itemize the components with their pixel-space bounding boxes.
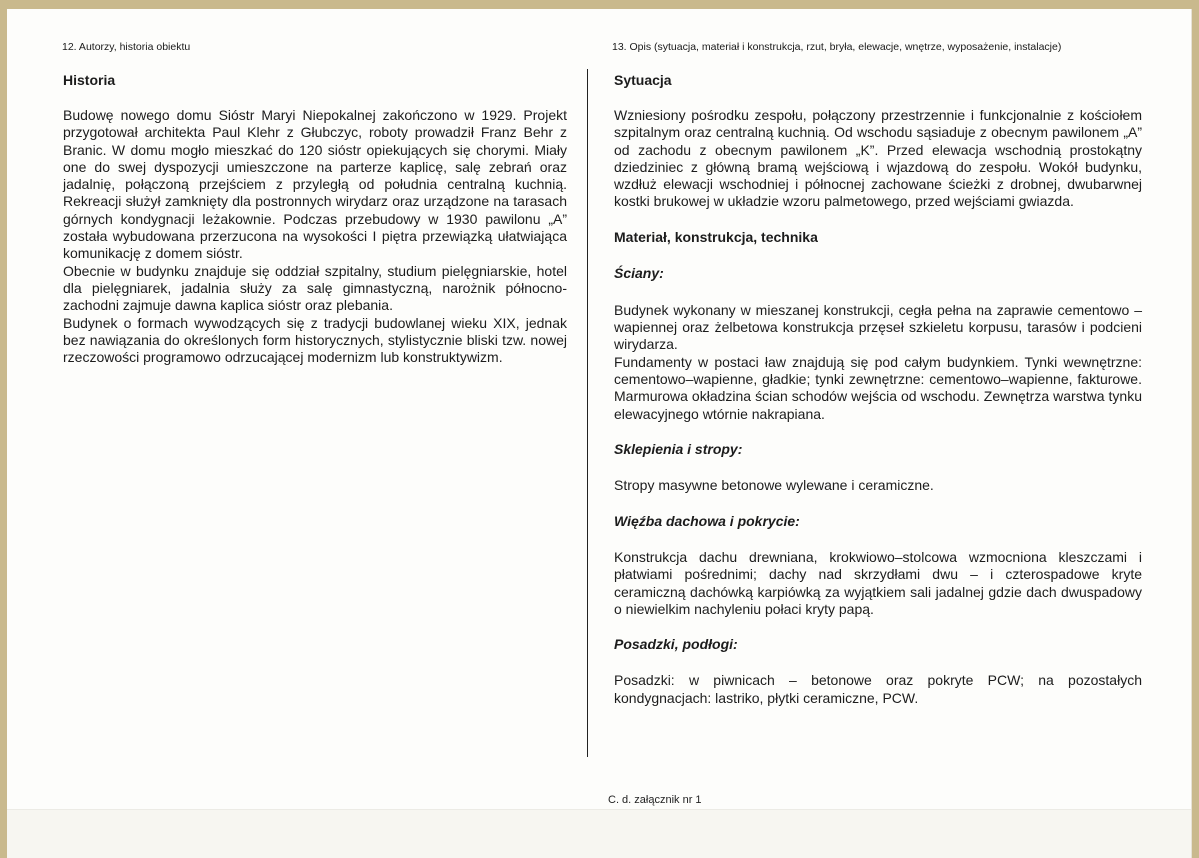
history-paragraph-2: Obecnie w budynku znajduje się oddział szpitalny, studium pielęgniarskie, hotel dla pielęgniarek, jadalnia służy za salę gimnastyczną, narożnik północno-zachodni zajmuje dawna kaplica sióstr oraz plebania. [63, 262, 567, 314]
page-bottom-band [7, 809, 1191, 858]
situation-heading: Sytuacja [614, 72, 672, 88]
walls-paragraph-1: Budynek wykonany w mieszanej konstrukcji, cegła pełna na zaprawie cementowo – wapiennej oraz żelbetowa konstrukcja przęseł szkieletu korpusu, tarasów i podcieni wirydarza. [614, 301, 1142, 353]
history-paragraph-1: Budowę nowego domu Sióstr Maryi Niepokalnej zakończono w 1929. Projekt przygotował architekta Paul Klehr z Głubczyc, roboty prowadził Franz Behr z Branic. W domu mogło mieszkać do 120 sióstr opiekujących się chorymi. Miały one do swej dyspozycji umieszczone na parterze kaplicę, salę zebrań oraz jadalnię, połączoną przejściem z przyległą od południa centralną kuchnią. Rekreacji służył zamknięty dla postronnych wirydarz oraz urządzone na tarasach górnych kondygnacji leżakownie. Podczas przebudowy w 1930 pawilonu „A” została wybudowana przerzucona na wysokości I piętra przewiązką ułatwiająca komunikację z domem sióstr. [63, 107, 567, 262]
floors-heading: Posadzki, podłogi: [614, 636, 738, 653]
right-section-header: 13. Opis (sytuacja, materiał i konstrukcja, rzut, bryła, elewacje, wnętrze, wyposażenie, instalacje) [612, 41, 1062, 53]
document-page [7, 9, 1192, 858]
history-heading: Historia [63, 72, 116, 88]
situation-text: Wzniesiony pośrodku zespołu, połączony przestrzennie i funkcjonalnie z kościołem szpitalnym oraz centralną kuchnią. Od wschodu sąsiaduje z obecnym pawilonem „A” od zachodu z obecnym pawilonem „K”. Przed elewacja wschodnią prostokątny dziedziniec z główną bramą wejściową i wjazdową do zespołu. Wokół budynku, wzdłuż elewacji wschodniej i północnej zachowane ścieżki z drobnej, dwubarwnej kostki brukowej w układzie wzoru palmetowego, przed wejściami gwiazda. [614, 107, 1142, 210]
walls-heading: Ściany: [614, 264, 664, 281]
column-divider [587, 69, 588, 757]
material-heading: Materiał, konstrukcja, technika [614, 228, 818, 245]
history-paragraph-3: Budynek o formach wywodzących się z tradycji budowlanej wieku XIX, jednak bez nawiązania do określonych form historycznych, stylistycznie bliski tzw. nowej rzeczowości programowo odrzucającej modernizm lub konstruktywizm. [63, 314, 567, 366]
continuation-note: C. d. załącznik nr 1 [608, 794, 702, 806]
roof-text: Konstrukcja dachu drewniana, krokwiowo–stolcowa wzmocniona kleszczami i płatwiami pośrednimi; dachy nad skrzydłami dwu – i czterospadowe kryte ceramiczną dachówką karpiówką za wyjątkiem sali jadalnej gdzie dach dwuspadowy o niewielkim nachyleniu połaci kryty papą. [614, 549, 1142, 618]
left-section-header: 12. Autorzy, historia obiektu [62, 41, 191, 53]
roof-heading: Więźba dachowa i pokrycie: [614, 513, 800, 530]
floors-text: Posadzki: w piwnicach – betonowe oraz pokryte PCW; na pozostałych kondygnacjach: lastriko, płytki ceramiczne, PCW. [614, 672, 1142, 706]
vaults-heading: Sklepienia i stropy: [614, 440, 743, 457]
description-column [614, 72, 1142, 707]
vaults-text: Stropy masywne betonowe wylewane i ceramiczne. [614, 476, 934, 493]
history-column [63, 72, 567, 366]
walls-paragraph-2: Fundamenty w postaci ław znajdują się pod całym budynkiem. Tynki wewnętrzne: cementowo–wapienne, gładkie; tynki zewnętrzne: cementowo–wapienne, fakturowe. Marmurowa okładzina ścian schodów wejścia od wschodu. Zewnętrza warstwa tynku elewacyjnego wtórnie nakrapiana. [614, 353, 1142, 422]
